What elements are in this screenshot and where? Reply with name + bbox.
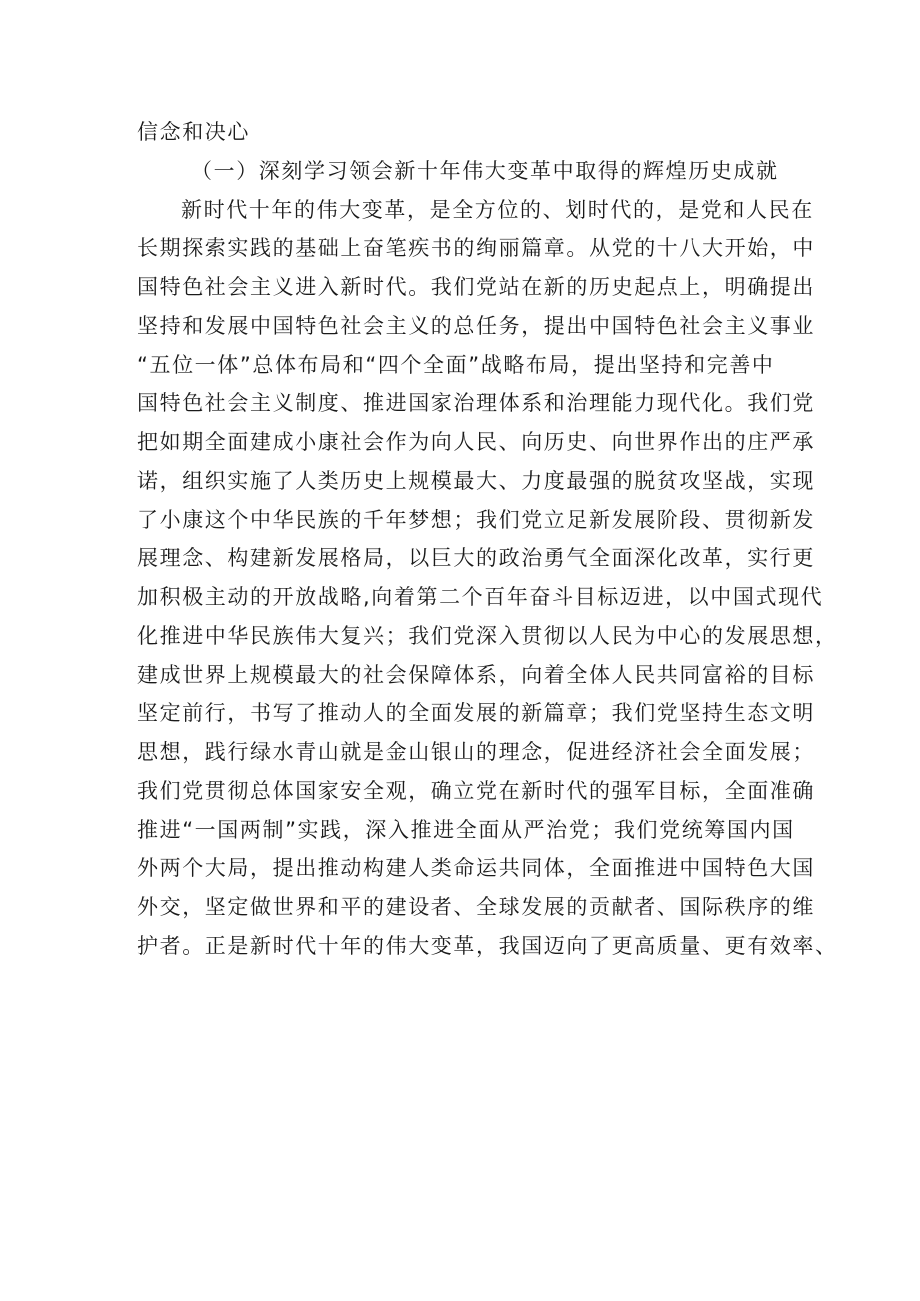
paragraph-line: 了小康这个中华民族的千年梦想；我们党立足新发展阶段、贯彻新发 xyxy=(137,507,815,532)
paragraph-line: 加积极主动的开放战略,向着第二个百年奋斗目标迈进，以中国式现代 xyxy=(137,585,824,609)
paragraph-line: 长期探索实践的基础上奋笔疾书的绚丽篇章。从党的十八大开始，中 xyxy=(137,236,815,261)
paragraph-line: 国特色社会主义制度、推进国家治理体系和治理能力现代化。我们党 xyxy=(137,391,815,416)
paragraph-line: 国特色社会主义进入新时代。我们党站在新的历史起点上，明确提出 xyxy=(137,275,815,299)
paragraph-line: 推进“一国两制”实践，深入推进全面从严治党；我们党统筹国内国 xyxy=(137,817,795,842)
paragraph-line: 把如期全面建成小康社会作为向人民、向历史、向世界作出的庄严承 xyxy=(137,430,815,454)
body-paragraph xyxy=(137,191,838,966)
paragraph-line: 外交，坚定做世界和平的建设者、全球发展的贡献者、国际秩序的维 xyxy=(137,895,815,919)
paragraph-line: 展理念、构建新发展格局，以巨大的政治勇气全面深化改革，实行更 xyxy=(137,546,815,571)
paragraph-line: 坚持和发展中国特色社会主义的总任务，提出中国特色社会主义事业 xyxy=(137,313,815,338)
paragraph-line: 外两个大局，提出推动构建人类命运共同体，全面推进中国特色大国 xyxy=(137,856,815,881)
paragraph-line: 思想，践行绿水青山就是金山银山的理念，促进经济社会全面发展； xyxy=(137,740,815,764)
paragraph-line: 我们党贯彻总体国家安全观，确立党在新时代的强军目标，全面准确 xyxy=(137,778,815,803)
document-body xyxy=(137,113,838,966)
paragraph-line: 护者。正是新时代十年的伟大变革，我国迈向了更高质量、更有效率、 xyxy=(137,933,838,958)
paragraph-line: “五位一体”总体布局和“四个全面”战略布局，提出坚持和完善中 xyxy=(137,352,775,377)
paragraph-line: 坚定前行，书写了推动人的全面发展的新篇章；我们党坚持生态文明 xyxy=(137,701,815,726)
paragraph-line: 建成世界上规模最大的社会保障体系，向着全体人民共同富裕的目标 xyxy=(137,662,815,687)
section-heading: （一）深刻学习领会新十年伟大变革中取得的辉煌历史成就 xyxy=(191,158,779,183)
paragraph-line: 化推进中华民族伟大复兴；我们党深入贯彻以人民为中心的发展思想， xyxy=(137,623,838,648)
paragraph-line: 新时代十年的伟大变革，是全方位的、划时代的，是党和人民在 xyxy=(181,197,814,222)
continuation-line: 信念和决心 xyxy=(137,120,250,144)
paragraph-line: 诺，组织实施了人类历史上规模最大、力度最强的脱贫攻坚战，实现 xyxy=(137,468,815,493)
